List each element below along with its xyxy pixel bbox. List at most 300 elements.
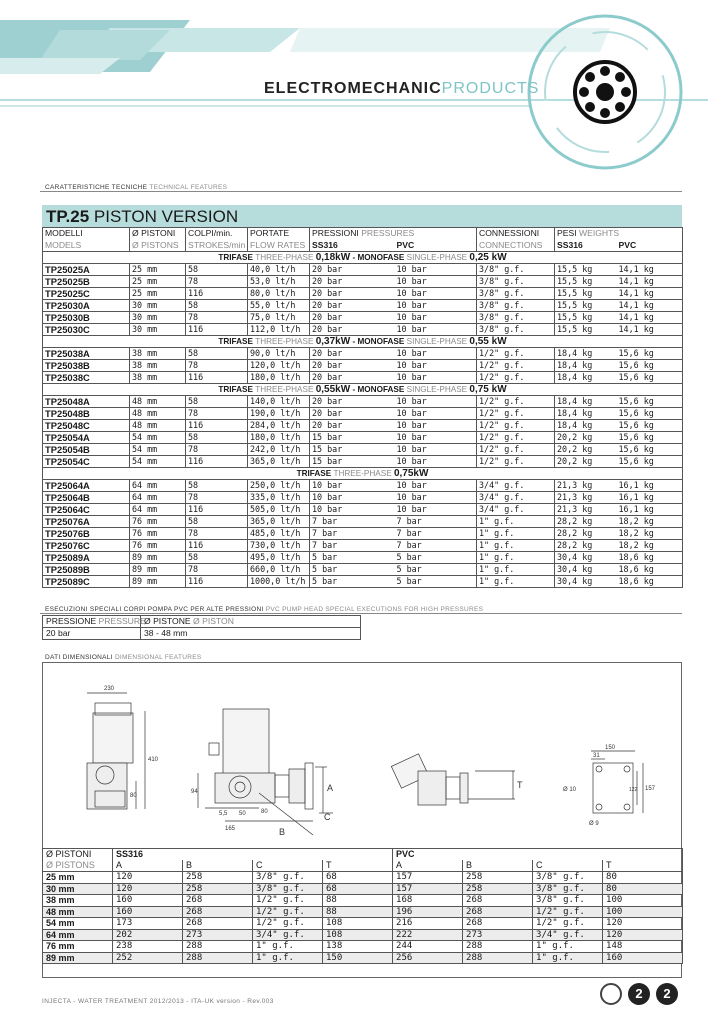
model-cell: TP25030C <box>43 324 130 336</box>
model-cell: TP25064B <box>43 492 130 504</box>
strokes-cell: 78 <box>186 276 248 288</box>
model-cell: TP25076C <box>43 540 130 552</box>
ss316-b-cell: 288 <box>183 952 253 964</box>
weight-ss316-cell: 30,4 kg <box>555 552 617 564</box>
pressure-pvc-cell: 10 bar <box>395 312 477 324</box>
ss316-a-cell: 252 <box>113 952 183 964</box>
pvc-a-cell: 168 <box>393 895 463 907</box>
weight-pvc-cell: 14,1 kg <box>617 276 683 288</box>
flow-cell: 55,0 lt/h <box>248 300 310 312</box>
weight-ss316-cell: 18,4 kg <box>555 420 617 432</box>
special-header-pressure: PRESSIONE PRESSURE <box>43 616 141 628</box>
dim-header-pvc: PVC <box>393 849 683 861</box>
model-cell: TP25076A <box>43 516 130 528</box>
column-header: MODELLI <box>43 228 130 240</box>
pvc-c-cell: 3/8" g.f. <box>533 895 603 907</box>
dim-31: 31 <box>593 753 600 759</box>
connection-cell: 1/2" g.f. <box>477 420 555 432</box>
ss316-c-cell: 1/2" g.f. <box>253 918 323 930</box>
dim-50: 50 <box>239 811 246 817</box>
weight-ss316-cell: 15,5 kg <box>555 300 617 312</box>
flow-cell: 120,0 lt/h <box>248 360 310 372</box>
pvc-t-cell: 80 <box>603 872 683 884</box>
table-row <box>43 576 683 588</box>
model-cell: TP25048B <box>43 408 130 420</box>
connection-cell: 1/2" g.f. <box>477 444 555 456</box>
bore-cell: 76 mm <box>130 540 186 552</box>
column-header-ss316: SS316 <box>310 240 395 252</box>
dim-header-bore: Ø PISTONI <box>43 849 113 861</box>
weight-ss316-cell: 28,2 kg <box>555 528 617 540</box>
weight-ss316-cell: 18,4 kg <box>555 372 617 384</box>
pressure-ss316-cell: 20 bar <box>310 408 395 420</box>
pvc-b-cell: 268 <box>463 906 533 918</box>
power-rating-row: TRIFASE THREE-PHASE 0,75kW <box>43 468 683 480</box>
connection-cell: 1/2" g.f. <box>477 456 555 468</box>
bore-cell: 38 mm <box>130 372 186 384</box>
weight-ss316-cell: 30,4 kg <box>555 576 617 588</box>
pressure-pvc-cell: 10 bar <box>395 276 477 288</box>
bore-cell: 89 mm <box>130 564 186 576</box>
pressure-ss316-cell: 20 bar <box>310 276 395 288</box>
dim-col-t-pvc: T <box>603 860 683 872</box>
model-cell: TP25048C <box>43 420 130 432</box>
table-row <box>43 883 683 895</box>
pressure-ss316-cell: 20 bar <box>310 360 395 372</box>
table-row <box>43 348 683 360</box>
weight-pvc-cell: 15,6 kg <box>617 360 683 372</box>
pvc-c-cell: 3/8" g.f. <box>533 872 603 884</box>
table-row <box>43 360 683 372</box>
strokes-cell: 116 <box>186 324 248 336</box>
dim-150: 150 <box>605 745 616 751</box>
dim-col-b-pvc: B <box>463 860 533 872</box>
model-cell: TP25025A <box>43 264 130 276</box>
dim-col-a-pvc: A <box>393 860 463 872</box>
weight-ss316-cell: 28,2 kg <box>555 516 617 528</box>
bore-cell: 25 mm <box>43 872 113 884</box>
flow-cell: 112,0 lt/h <box>248 324 310 336</box>
weight-ss316-cell: 15,5 kg <box>555 324 617 336</box>
model-cell: TP25025B <box>43 276 130 288</box>
ss316-c-cell: 3/8" g.f. <box>253 872 323 884</box>
model-cell: TP25054C <box>43 456 130 468</box>
table-row <box>43 952 683 964</box>
dimensional-features-box <box>42 662 682 978</box>
weight-pvc-cell: 14,1 kg <box>617 300 683 312</box>
column-header-pvc: PVC <box>395 240 477 252</box>
table-row <box>43 516 683 528</box>
dim-165: 165 <box>225 826 236 832</box>
pressure-pvc-cell: 5 bar <box>395 576 477 588</box>
footer-text: INJECTA - WATER TREATMENT 2012/2013 - ITA-UK version - Rev.003 <box>42 998 274 1005</box>
pressure-pvc-cell: 5 bar <box>395 552 477 564</box>
dim-header-bore-en: Ø PISTONS <box>43 860 113 872</box>
connection-cell: 1" g.f. <box>477 528 555 540</box>
flow-cell: 75,0 lt/h <box>248 312 310 324</box>
dim-label-c: C <box>324 812 331 822</box>
ss316-t-cell: 108 <box>323 929 393 941</box>
pvc-c-cell: 1" g.f. <box>533 952 603 964</box>
column-header: FLOW RATES <box>248 240 310 252</box>
strokes-cell: 116 <box>186 576 248 588</box>
bore-cell: 48 mm <box>130 396 186 408</box>
column-header: CONNECTIONS <box>477 240 555 252</box>
column-header: Ø PISTONI <box>130 228 186 240</box>
bore-cell: 25 mm <box>130 264 186 276</box>
bore-cell: 38 mm <box>43 895 113 907</box>
table-row <box>43 444 683 456</box>
strokes-cell: 78 <box>186 444 248 456</box>
ss316-t-cell: 68 <box>323 872 393 884</box>
special-pressure-value: 20 bar <box>43 628 141 640</box>
ss316-c-cell: 1" g.f. <box>253 941 323 953</box>
dim-94: 94 <box>191 789 198 795</box>
bore-cell: 54 mm <box>130 456 186 468</box>
pressure-ss316-cell: 20 bar <box>310 324 395 336</box>
power-rating-row: TRIFASE THREE-PHASE 0,55kW - MONOFASE SINGLE-PHASE 0,75 kW <box>43 384 683 396</box>
pressure-pvc-cell: 10 bar <box>395 444 477 456</box>
pvc-a-cell: 216 <box>393 918 463 930</box>
pressure-ss316-cell: 20 bar <box>310 348 395 360</box>
connection-cell: 1" g.f. <box>477 516 555 528</box>
ss316-t-cell: 150 <box>323 952 393 964</box>
pvc-a-cell: 256 <box>393 952 463 964</box>
pressure-pvc-cell: 7 bar <box>395 540 477 552</box>
ss316-t-cell: 88 <box>323 906 393 918</box>
weight-pvc-cell: 16,1 kg <box>617 504 683 516</box>
weight-ss316-cell: 20,2 kg <box>555 432 617 444</box>
flow-cell: 485,0 lt/h <box>248 528 310 540</box>
strokes-cell: 116 <box>186 372 248 384</box>
pressure-pvc-cell: 10 bar <box>395 396 477 408</box>
dim-d9: Ø 9 <box>589 821 599 827</box>
connection-cell: 3/8" g.f. <box>477 264 555 276</box>
strokes-cell: 78 <box>186 408 248 420</box>
weight-pvc-cell: 15,6 kg <box>617 408 683 420</box>
strokes-cell: 58 <box>186 396 248 408</box>
dim-d10: Ø 10 <box>563 787 577 793</box>
bore-cell: 25 mm <box>130 276 186 288</box>
bore-cell: 25 mm <box>130 288 186 300</box>
table-row <box>43 895 683 907</box>
dim-col-c: C <box>253 860 323 872</box>
bore-cell: 30 mm <box>130 312 186 324</box>
table-row <box>43 372 683 384</box>
pressure-ss316-cell: 20 bar <box>310 372 395 384</box>
page-number: 2 <box>628 983 650 1005</box>
ss316-b-cell: 258 <box>183 883 253 895</box>
pvc-c-cell: 1/2" g.f. <box>533 918 603 930</box>
connection-cell: 3/8" g.f. <box>477 300 555 312</box>
dim-col-b: B <box>183 860 253 872</box>
column-header: PORTATE <box>248 228 310 240</box>
dim-col-c-pvc: C <box>533 860 603 872</box>
ss316-t-cell: 138 <box>323 941 393 953</box>
dim-80b: 80 <box>261 809 268 815</box>
weight-ss316-cell: 21,3 kg <box>555 492 617 504</box>
power-rating-row: TRIFASE THREE-PHASE 0,37kW - MONOFASE SINGLE-PHASE 0,55 kW <box>43 336 683 348</box>
pvc-b-cell: 288 <box>463 952 533 964</box>
dim-122: 122 <box>629 787 638 793</box>
bore-cell: 89 mm <box>130 576 186 588</box>
special-executions-table <box>42 615 361 640</box>
column-header-pressures: PRESSIONI PRESSURES <box>310 228 477 240</box>
model-cell: TP25030A <box>43 300 130 312</box>
column-header: Ø PISTONS <box>130 240 186 252</box>
connection-cell: 1" g.f. <box>477 552 555 564</box>
power-rating-row: TRIFASE THREE-PHASE 0,18kW - MONOFASE SINGLE-PHASE 0,25 kW <box>43 252 683 264</box>
column-header-weights: PESI WEIGHTS <box>555 228 683 240</box>
model-cell: TP25064A <box>43 480 130 492</box>
strokes-cell: 58 <box>186 300 248 312</box>
spec-table <box>42 227 683 588</box>
ss316-b-cell: 288 <box>183 941 253 953</box>
dimension-table <box>42 848 683 964</box>
ss316-t-cell: 88 <box>323 895 393 907</box>
weight-ss316-cell: 15,5 kg <box>555 276 617 288</box>
weight-pvc-cell: 18,6 kg <box>617 576 683 588</box>
weight-pvc-cell: 16,1 kg <box>617 480 683 492</box>
connection-cell: 1" g.f. <box>477 576 555 588</box>
pressure-ss316-cell: 7 bar <box>310 516 395 528</box>
pvc-a-cell: 157 <box>393 872 463 884</box>
dimension-drawings <box>43 663 683 848</box>
ss316-a-cell: 173 <box>113 918 183 930</box>
bore-cell: 64 mm <box>130 480 186 492</box>
ss316-b-cell: 273 <box>183 929 253 941</box>
page-number: 2 <box>656 983 678 1005</box>
special-header-bore: Ø PISTONE Ø PISTON <box>141 616 361 628</box>
dim-label-b: B <box>279 827 286 837</box>
flow-cell: 660,0 lt/h <box>248 564 310 576</box>
weight-pvc-cell: 15,6 kg <box>617 372 683 384</box>
pressure-ss316-cell: 7 bar <box>310 528 395 540</box>
flow-cell: 140,0 lt/h <box>248 396 310 408</box>
pvc-a-cell: 196 <box>393 906 463 918</box>
table-row <box>43 324 683 336</box>
divider <box>40 191 682 192</box>
dim-col-a: A <box>113 860 183 872</box>
table-row <box>43 929 683 941</box>
pressure-ss316-cell: 5 bar <box>310 552 395 564</box>
weight-pvc-cell: 18,2 kg <box>617 516 683 528</box>
column-header: STROKES/min <box>186 240 248 252</box>
flow-cell: 80,0 lt/h <box>248 288 310 300</box>
pressure-pvc-cell: 10 bar <box>395 300 477 312</box>
weight-pvc-cell: 14,1 kg <box>617 264 683 276</box>
pressure-pvc-cell: 10 bar <box>395 492 477 504</box>
model-cell: TP25048A <box>43 396 130 408</box>
model-cell: TP25076B <box>43 528 130 540</box>
weight-pvc-cell: 15,6 kg <box>617 444 683 456</box>
pvc-b-cell: 258 <box>463 872 533 884</box>
pvc-c-cell: 1" g.f. <box>533 941 603 953</box>
ss316-a-cell: 120 <box>113 883 183 895</box>
connection-cell: 3/8" g.f. <box>477 276 555 288</box>
connection-cell: 3/8" g.f. <box>477 324 555 336</box>
pressure-pvc-cell: 10 bar <box>395 348 477 360</box>
page-title-bold: ELECTROMECHANIC <box>264 80 442 97</box>
pvc-c-cell: 3/8" g.f. <box>533 883 603 895</box>
flow-cell: 180,0 lt/h <box>248 372 310 384</box>
pvc-a-cell: 157 <box>393 883 463 895</box>
bore-cell: 76 mm <box>130 528 186 540</box>
connection-cell: 1/2" g.f. <box>477 348 555 360</box>
pressure-pvc-cell: 10 bar <box>395 264 477 276</box>
table-row <box>43 918 683 930</box>
table-row <box>43 528 683 540</box>
pressure-pvc-cell: 10 bar <box>395 456 477 468</box>
strokes-cell: 116 <box>186 540 248 552</box>
weight-pvc-cell: 15,6 kg <box>617 420 683 432</box>
model-cell: TP25089B <box>43 564 130 576</box>
pvc-b-cell: 273 <box>463 929 533 941</box>
pvc-b-cell: 268 <box>463 895 533 907</box>
ss316-c-cell: 3/4" g.f. <box>253 929 323 941</box>
page-title-light: PRODUCTS <box>441 80 540 97</box>
bore-cell: 54 mm <box>130 444 186 456</box>
pressure-pvc-cell: 10 bar <box>395 408 477 420</box>
pressure-ss316-cell: 10 bar <box>310 492 395 504</box>
connection-cell: 1/2" g.f. <box>477 396 555 408</box>
model-cell: TP25038A <box>43 348 130 360</box>
connection-cell: 3/8" g.f. <box>477 312 555 324</box>
weight-pvc-cell: 16,1 kg <box>617 492 683 504</box>
ss316-c-cell: 1/2" g.f. <box>253 895 323 907</box>
column-header-ss316: SS316 <box>555 240 617 252</box>
bore-cell: 48 mm <box>43 906 113 918</box>
flow-cell: 365,0 lt/h <box>248 516 310 528</box>
pressure-pvc-cell: 10 bar <box>395 432 477 444</box>
flow-cell: 505,0 lt/h <box>248 504 310 516</box>
flow-cell: 284,0 lt/h <box>248 420 310 432</box>
flow-cell: 90,0 lt/h <box>248 348 310 360</box>
bore-cell: 30 mm <box>130 324 186 336</box>
pressure-ss316-cell: 10 bar <box>310 480 395 492</box>
pvc-a-cell: 222 <box>393 929 463 941</box>
connection-cell: 1/2" g.f. <box>477 372 555 384</box>
spec-table-section <box>42 205 682 588</box>
model-cell: TP25038C <box>43 372 130 384</box>
column-header: COLPI/min. <box>186 228 248 240</box>
table-row <box>43 564 683 576</box>
connection-cell: 3/8" g.f. <box>477 288 555 300</box>
table-row <box>43 420 683 432</box>
weight-pvc-cell: 18,2 kg <box>617 540 683 552</box>
model-cell: TP25030B <box>43 312 130 324</box>
pressure-pvc-cell: 10 bar <box>395 288 477 300</box>
strokes-cell: 116 <box>186 504 248 516</box>
connection-cell: 3/4" g.f. <box>477 492 555 504</box>
bore-cell: 38 mm <box>130 348 186 360</box>
weight-ss316-cell: 21,3 kg <box>555 504 617 516</box>
table-row <box>43 264 683 276</box>
bore-cell: 48 mm <box>130 420 186 432</box>
dim-5-5: 5,5 <box>219 811 228 817</box>
special-executions-label: ESECUZIONI SPECIALI CORPI POMPA PVC PER ALTE PRESSIONI PVC PUMP HEAD SPECIAL EXECUTIONS FOR HIGH PRESSURES <box>45 606 484 613</box>
model-cell: TP25025C <box>43 288 130 300</box>
column-header-pvc: PVC <box>617 240 683 252</box>
weight-pvc-cell: 14,1 kg <box>617 288 683 300</box>
bore-cell: 89 mm <box>43 952 113 964</box>
dim-label-a: A <box>327 783 334 793</box>
pvc-t-cell: 80 <box>603 883 683 895</box>
pressure-ss316-cell: 20 bar <box>310 300 395 312</box>
pressure-pvc-cell: 10 bar <box>395 372 477 384</box>
table-row <box>43 408 683 420</box>
table-row <box>43 872 683 884</box>
ss316-a-cell: 160 <box>113 895 183 907</box>
dimensional-features-label: DATI DIMENSIONALI DIMENSIONAL FEATURES <box>45 654 202 661</box>
strokes-cell: 58 <box>186 432 248 444</box>
bore-cell: 64 mm <box>43 929 113 941</box>
strokes-cell: 116 <box>186 456 248 468</box>
table-row <box>43 276 683 288</box>
table-row <box>43 540 683 552</box>
pressure-ss316-cell: 15 bar <box>310 444 395 456</box>
pvc-b-cell: 288 <box>463 941 533 953</box>
connection-cell: 1/2" g.f. <box>477 360 555 372</box>
pressure-ss316-cell: 20 bar <box>310 396 395 408</box>
dim-230: 230 <box>104 686 115 692</box>
flow-cell: 250,0 lt/h <box>248 480 310 492</box>
table-row <box>43 288 683 300</box>
pressure-ss316-cell: 5 bar <box>310 564 395 576</box>
weight-ss316-cell: 28,2 kg <box>555 540 617 552</box>
strokes-cell: 58 <box>186 264 248 276</box>
flow-cell: 180,0 lt/h <box>248 432 310 444</box>
weight-pvc-cell: 15,6 kg <box>617 432 683 444</box>
pvc-t-cell: 120 <box>603 918 683 930</box>
weight-ss316-cell: 18,4 kg <box>555 408 617 420</box>
weight-ss316-cell: 15,5 kg <box>555 264 617 276</box>
dim-header-ss316: SS316 <box>113 849 393 861</box>
page-title <box>264 80 539 98</box>
flow-cell: 242,0 lt/h <box>248 444 310 456</box>
weight-pvc-cell: 15,6 kg <box>617 456 683 468</box>
ss316-a-cell: 202 <box>113 929 183 941</box>
model-cell: TP25089C <box>43 576 130 588</box>
flow-cell: 730,0 lt/h <box>248 540 310 552</box>
flow-cell: 1000,0 lt/h <box>248 576 310 588</box>
pressure-ss316-cell: 10 bar <box>310 504 395 516</box>
strokes-cell: 116 <box>186 420 248 432</box>
ss316-c-cell: 1/2" g.f. <box>253 906 323 918</box>
model-cell: TP25054A <box>43 432 130 444</box>
pressure-ss316-cell: 7 bar <box>310 540 395 552</box>
flow-cell: 40,0 lt/h <box>248 264 310 276</box>
pvc-b-cell: 258 <box>463 883 533 895</box>
column-header: MODELS <box>43 240 130 252</box>
ss316-b-cell: 268 <box>183 895 253 907</box>
weight-ss316-cell: 30,4 kg <box>555 564 617 576</box>
pvc-c-cell: 1/2" g.f. <box>533 906 603 918</box>
pvc-b-cell: 268 <box>463 918 533 930</box>
model-cell: TP25064C <box>43 504 130 516</box>
ss316-a-cell: 238 <box>113 941 183 953</box>
strokes-cell: 78 <box>186 564 248 576</box>
pvc-t-cell: 148 <box>603 941 683 953</box>
ss316-a-cell: 120 <box>113 872 183 884</box>
bore-cell: 30 mm <box>43 883 113 895</box>
pump-side-view-drawing <box>87 693 145 809</box>
model-cell: TP25038B <box>43 360 130 372</box>
strokes-cell: 58 <box>186 516 248 528</box>
model-cell: TP25089A <box>43 552 130 564</box>
ss316-b-cell: 268 <box>183 918 253 930</box>
ss316-c-cell: 1" g.f. <box>253 952 323 964</box>
